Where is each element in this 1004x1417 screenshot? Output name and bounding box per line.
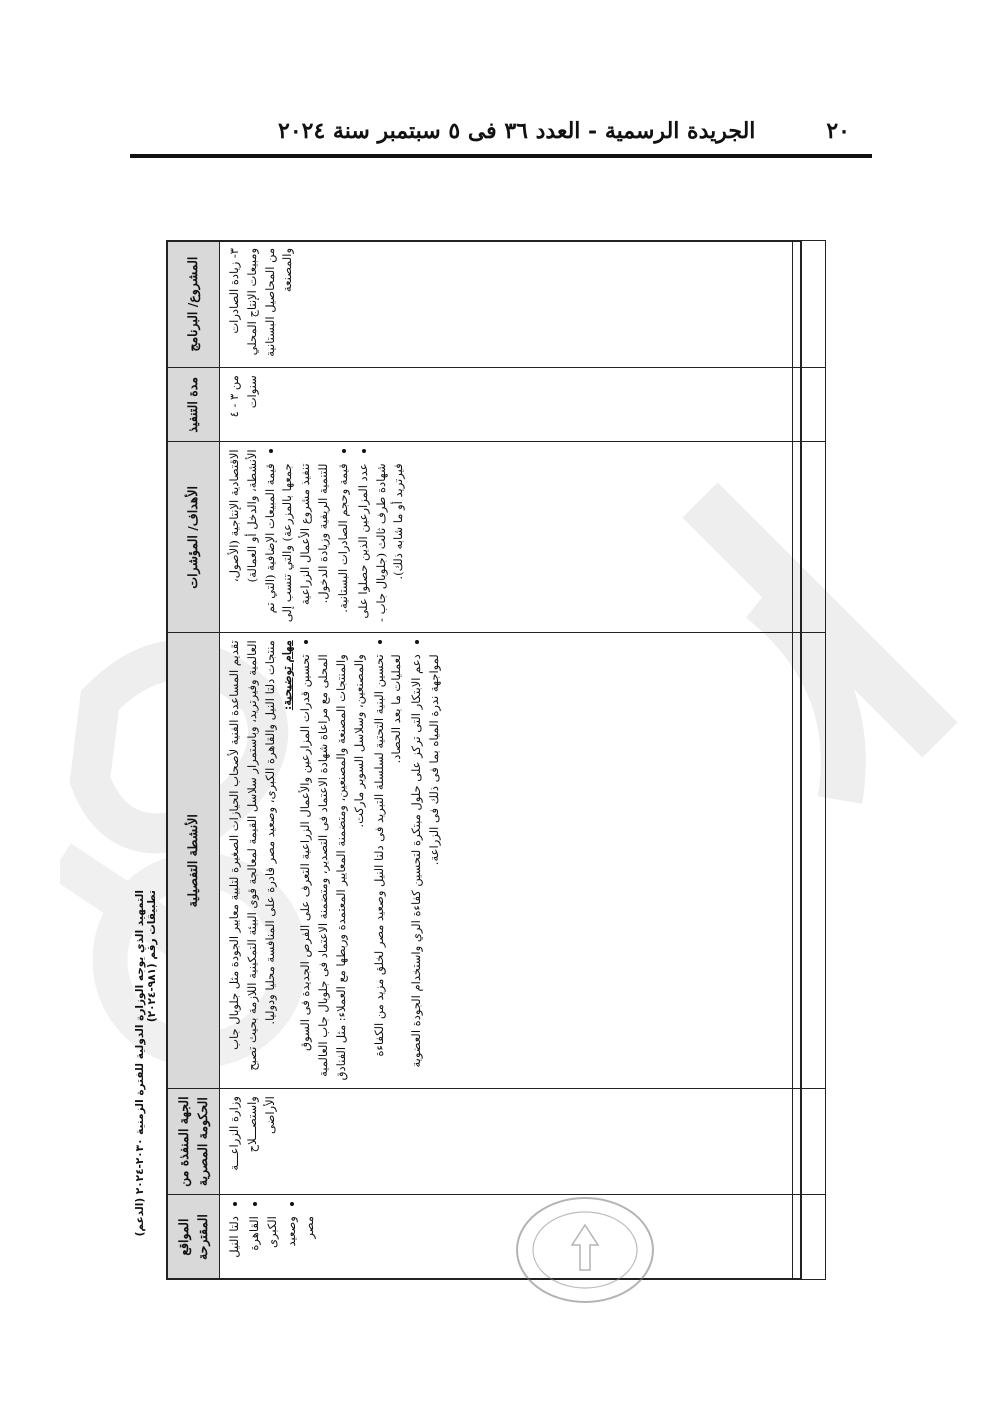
header-duration: مدة التنفيذ [167,368,220,442]
page-header [130,112,872,152]
activities-intro: تقديم المساعدة الفنية لأصحاب الحيازات الصغيرة لتلبية معايير الجودة مثل جلوبال جاب العالمية وفيرتريد، وباستمرار سلاسل القيمة لمعالجة قوى البيئة التمكينية اللازمة بحيث تصبح منتجات دلتا النيل والقاهرة الكبرى، وصعيد مصر قادرة على المنافسة محليا ودوليا. [227,640,277,1071]
list-item: • دعم الابتكار التى تركز على حلول مبتكرة لتحسين كفاءة الري واستخدام الجودة العضوية لمواجهة ندرة المياه بما فى ذلك فى الزراعة. [408,654,444,1081]
list-item: • تحسين قدرات المزارعين والأعمال الزراعية التعرف على الفرص الجديدة فى السوق المحلى مع مراعاة شهادة الاعتماد فى التصدير، ومتضمنة الاعتماد فى جلوبال جاب العالمية والمنتجات المصنعة والمصنعين، ومتضمنة المعايير المعتمدة وربطها مع العملاء: مثل الفنادق والمصنعين، وسلاسل السوبر ماركت. [297,654,368,1081]
header-goals: الأهداف/ المؤشرات [167,442,220,633]
list-item: • القاهرة الكبرى [246,1216,282,1272]
list-item: • قيمة وحجم الصادرات البستانية. [335,463,353,625]
header-activities: الأنشطة التفصيلية [167,633,220,1089]
header-rule [130,154,872,158]
cell-entity: وزارة الزراعـــة واستصـــلاح الأراضى [220,1089,793,1195]
list-item: • عدد المزارعين الذين حصلوا على شهادة طرف ثالث (جلوبال جاب - فيرتريد أو ما شابه ذلك). [355,463,408,625]
footnote-line-2: تطبيقات رقم (٩٨١-٢٠٢٤) [146,890,158,1023]
list-item: • دلتا النيل [226,1216,244,1272]
cell-duration: من ٣ - ٤ سنوات [220,368,793,442]
cell-program: ٣- زيادة الصادرات ومبيعات الإنتاج المحلي من المحاصيل البستانية والمصنعة [220,241,793,368]
table-border [166,240,802,1280]
header-entity: الجهة المنفذة من الحكومة المصرية [167,1089,220,1195]
footnote [134,890,164,1250]
page-number: ٢٠ [826,118,850,144]
activities-heading: مهام توضيحية: [280,640,295,711]
list-item: • تحسين البنية التحتية لسلسلة التبريد فى دلتا النيل وصعيد مصر لخلق مزيد من الكفاءة لعمليات ما بعد الحصاد. [371,654,407,1081]
header-program: المشروع/ البرنامج [167,241,220,368]
list-item: • قيمة المبيعات الإضافية (التي تم جمعها بالمزرعة) والتي تنسب إلى تنفيذ مشروع الأعمال الزراعية للتنمية الريفية وزيادة الدخول. [262,463,333,625]
list-item: • وصعيد مصر [283,1216,319,1272]
goals-extra: الاقتصادية الإنتاجية (الأصول، الأنشطة، والدخل أو العمالة) [227,449,259,583]
gazette-title: الجريدة الرسمية - العدد ٣٦ فى ٥ سبتمبر سنة ٢٠٢٤ [278,118,756,144]
header-locations: المواقع المقترحة [167,1195,220,1280]
footnote-line-1: التمهيد الذي يوجه الوزارة الدولية للفترة الزمنية ٢٠٣٠-٢٠٢٤ (الدعم) [134,890,146,1237]
ministry-stamp-seal [510,1190,660,1310]
